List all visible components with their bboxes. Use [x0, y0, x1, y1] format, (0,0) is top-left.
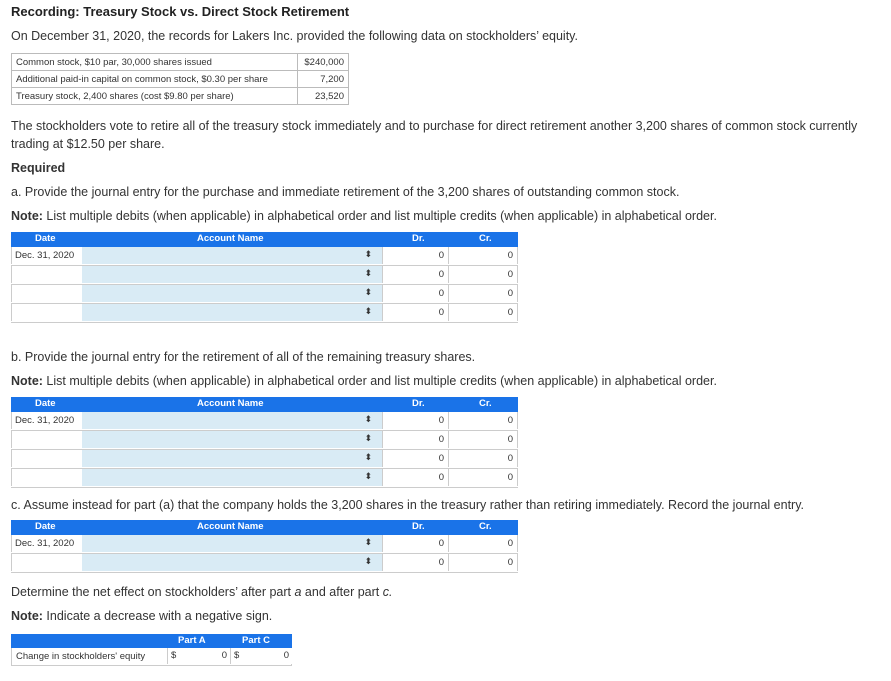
journal-row [11, 554, 518, 573]
given-label: Additional paid-in capital on common stock, $0.30 per share [12, 71, 298, 88]
determine-mid: and after part [301, 585, 383, 599]
part-a-value: 0 [221, 650, 227, 661]
header-account: Account Name [197, 233, 264, 244]
journal-row [11, 450, 518, 469]
equity-effect-table [11, 634, 292, 666]
select-arrows-icon: ⬍ [364, 452, 372, 462]
note-text: List multiple debits (when applicable) in alphabetical order and list multiple credits (when applicable) in alphabetical order. [42, 374, 717, 388]
select-arrows-icon: ⬍ [364, 537, 372, 547]
journal-row [11, 412, 518, 431]
journal-row [11, 431, 518, 450]
header-dr: Dr. [412, 521, 425, 532]
header-cr: Cr. [479, 398, 492, 409]
part-a-note [11, 209, 717, 223]
date-input[interactable] [11, 431, 84, 448]
journal-row [11, 266, 518, 285]
given-row [12, 71, 349, 88]
journal-row [11, 535, 518, 554]
debit-input[interactable]: 0 [383, 554, 449, 571]
part-c-prompt: c. Assume instead for part (a) that the company holds the 3,200 shares in the treasury rather than retiring immediately. Record the journal entry. [11, 498, 804, 512]
journal-table-b [11, 397, 518, 488]
account-select[interactable] [82, 304, 383, 321]
date-input[interactable]: Dec. 31, 2020 [11, 535, 84, 552]
given-value: $240,000 [298, 54, 349, 71]
credit-input[interactable]: 0 [450, 412, 518, 429]
debit-input[interactable]: 0 [383, 431, 449, 448]
debit-input[interactable]: 0 [383, 450, 449, 467]
journal-row [11, 304, 518, 323]
note-label: Note: [11, 374, 43, 388]
determine-a: a [294, 585, 302, 599]
effect-row-label: Change in stockholders' equity [16, 651, 146, 662]
debit-input[interactable]: 0 [383, 285, 449, 302]
currency-symbol: $ [234, 650, 240, 661]
given-data-table [11, 53, 349, 105]
given-row [12, 54, 349, 71]
debit-input[interactable]: 0 [383, 412, 449, 429]
select-arrows-icon: ⬍ [364, 249, 372, 259]
date-input[interactable] [11, 266, 84, 283]
select-arrows-icon: ⬍ [364, 556, 372, 566]
debit-input[interactable]: 0 [383, 266, 449, 283]
select-arrows-icon: ⬍ [364, 433, 372, 443]
determine-prompt [11, 585, 392, 599]
account-select[interactable] [82, 285, 383, 302]
account-select[interactable] [82, 247, 383, 264]
vote-text-line2: trading at $12.50 per share. [11, 137, 165, 151]
header-part-a: Part A [178, 635, 206, 646]
header-dr: Dr. [412, 398, 425, 409]
date-input[interactable] [11, 304, 84, 321]
date-input[interactable] [11, 285, 84, 302]
date-input[interactable] [11, 469, 84, 486]
select-arrows-icon: ⬍ [364, 287, 372, 297]
account-select[interactable] [82, 535, 383, 552]
determine-pre: Determine the net effect on stockholders’ after part [11, 585, 295, 599]
credit-input[interactable]: 0 [450, 554, 518, 571]
debit-input[interactable]: 0 [383, 469, 449, 486]
given-value: 23,520 [298, 88, 349, 105]
header-part-c: Part C [242, 635, 270, 646]
note-label: Note: [11, 209, 43, 223]
journal-header [11, 520, 518, 535]
journal-header [11, 397, 518, 412]
given-row [12, 88, 349, 105]
journal-row [11, 469, 518, 488]
part-a-prompt: a. Provide the journal entry for the purchase and immediate retirement of the 3,200 shares of outstanding common stock. [11, 185, 680, 199]
select-arrows-icon: ⬍ [364, 306, 372, 316]
date-input[interactable]: Dec. 31, 2020 [11, 247, 84, 264]
header-cr: Cr. [479, 233, 492, 244]
note-label: Note: [11, 609, 43, 623]
required-heading: Required [11, 161, 66, 175]
effect-row [11, 648, 292, 666]
effect-note [11, 609, 272, 623]
account-select[interactable] [82, 469, 383, 486]
header-date: Date [35, 521, 56, 532]
account-select[interactable] [82, 431, 383, 448]
credit-input[interactable]: 0 [450, 431, 518, 448]
given-label: Common stock, $10 par, 30,000 shares issued [12, 54, 298, 71]
page-title: Recording: Treasury Stock vs. Direct Stock Retirement [11, 4, 350, 19]
date-input[interactable] [11, 450, 84, 467]
credit-input[interactable]: 0 [450, 266, 518, 283]
account-select[interactable] [82, 266, 383, 283]
date-input[interactable] [11, 554, 84, 571]
given-value: 7,200 [298, 71, 349, 88]
given-label: Treasury stock, 2,400 shares (cost $9.80 per share) [12, 88, 298, 105]
effect-header [11, 634, 292, 648]
currency-symbol: $ [171, 650, 177, 661]
account-select[interactable] [82, 554, 383, 571]
account-select[interactable] [82, 450, 383, 467]
header-account: Account Name [197, 398, 264, 409]
select-arrows-icon: ⬍ [364, 471, 372, 481]
note-text: List multiple debits (when applicable) in alphabetical order and list multiple credits (when applicable) in alphabetical order. [42, 209, 717, 223]
credit-input[interactable]: 0 [450, 535, 518, 552]
vote-text-line1: The stockholders vote to retire all of the treasury stock immediately and to purchase for direct retirement another 3,200 shares of common stock currently [11, 119, 858, 133]
part-c-value: 0 [283, 650, 289, 661]
header-dr: Dr. [412, 233, 425, 244]
determine-c: c. [382, 585, 393, 599]
part-c-input[interactable] [230, 648, 293, 664]
journal-row [11, 247, 518, 266]
journal-header [11, 232, 518, 247]
date-input[interactable]: Dec. 31, 2020 [11, 412, 84, 429]
journal-row [11, 285, 518, 304]
journal-table-a [11, 232, 518, 323]
select-arrows-icon: ⬍ [364, 268, 372, 278]
header-account: Account Name [197, 521, 264, 532]
debit-input[interactable]: 0 [383, 304, 449, 321]
debit-input[interactable]: 0 [383, 535, 449, 552]
header-date: Date [35, 398, 56, 409]
select-arrows-icon: ⬍ [364, 414, 372, 424]
header-cr: Cr. [479, 521, 492, 532]
credit-input[interactable]: 0 [450, 247, 518, 264]
part-b-note [11, 374, 717, 388]
credit-input[interactable]: 0 [450, 285, 518, 302]
part-a-input[interactable] [167, 648, 231, 664]
journal-table-c [11, 520, 518, 573]
intro-text: On December 31, 2020, the records for Lakers Inc. provided the following data on stockholders’ equity. [11, 29, 578, 43]
part-b-prompt: b. Provide the journal entry for the retirement of all of the remaining treasury shares. [11, 350, 476, 364]
credit-input[interactable]: 0 [450, 469, 518, 486]
credit-input[interactable]: 0 [450, 304, 518, 321]
credit-input[interactable]: 0 [450, 450, 518, 467]
debit-input[interactable]: 0 [383, 247, 449, 264]
account-select[interactable] [82, 412, 383, 429]
note-text: Indicate a decrease with a negative sign. [42, 609, 273, 623]
header-date: Date [35, 233, 56, 244]
